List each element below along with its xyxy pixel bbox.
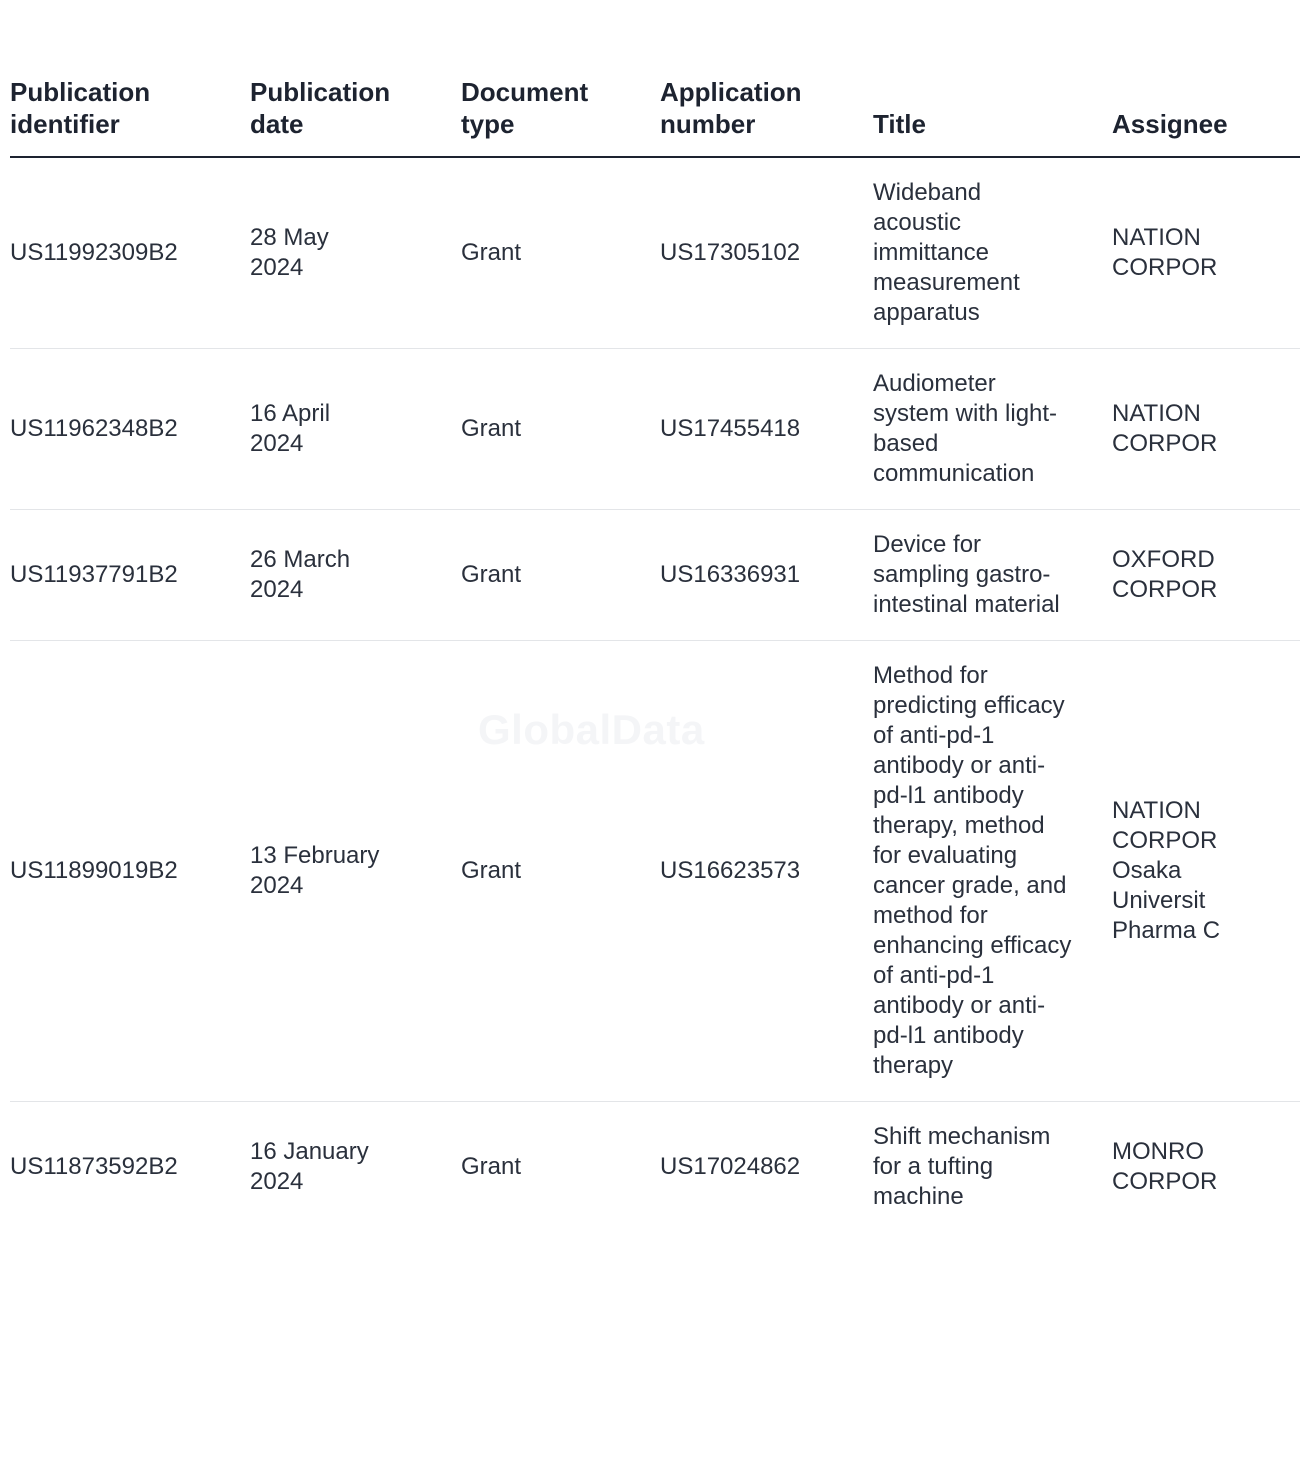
assignee-line: NATION [1112,224,1201,251]
date-year: 2024 [250,430,304,457]
cell-publication-date [250,510,461,641]
cell-title: Audiometer system with light-based communication [873,349,1112,510]
cell-assignee [1112,349,1300,510]
table-row [10,641,1300,1102]
cell-application-number: US16623573 [660,641,873,1102]
cell-application-number: US17455418 [660,349,873,510]
table-header-row [10,76,1300,157]
cell-publication-date [250,157,461,349]
cell-title: Method for predicting efficacy of anti-pd-1 antibody or anti-pd-l1 antibody therapy, method for evaluating cancer grade, and method for enhancing efficacy of anti-pd-1 antibody or anti-pd-l1 antibody therapy [873,641,1112,1102]
cell-title: Device for sampling gastro-intestinal material [873,510,1112,641]
assignee-line: MONRO [1112,1138,1204,1165]
date-day-month: 13 February [250,842,380,869]
patents-table-container [10,76,1228,1232]
table-row [10,1102,1300,1233]
date-year: 2024 [250,1168,304,1195]
assignee-line: CORPOR [1112,254,1218,281]
watermark-logo: GlobalData [478,706,705,753]
cell-publication-identifier: US11899019B2 [10,641,250,1102]
cell-document-type: Grant [461,641,660,1102]
assignee-line: Pharma C [1112,917,1221,944]
header-publication-identifier [10,76,250,157]
cell-publication-identifier: US11992309B2 [10,157,250,349]
cell-assignee [1112,510,1300,641]
table-row [10,349,1300,510]
cell-application-number: US16336931 [660,510,873,641]
cell-publication-identifier: US11937791B2 [10,510,250,641]
cell-title: Shift mechanism for a tufting machine [873,1123,1051,1210]
header-application-number-label: Application number [660,77,802,139]
assignee-line: OXFORD [1112,546,1215,573]
cell-document-type: Grant [461,1153,522,1180]
cell-document-type: Grant [461,349,660,510]
assignee-line: CORPOR [1112,430,1218,457]
cell-publication-identifier: US11873592B2 [10,1153,178,1180]
header-publication-date-label: Publication date [250,77,391,139]
cell-application-number: US17305102 [660,157,873,349]
date-day-month: 26 March [250,546,351,573]
header-publication-date [250,76,461,157]
header-publication-identifier-label: Publication identifier [10,77,151,139]
assignee-line: CORPOR [1112,827,1218,854]
cell-document-type: Grant [461,157,660,349]
cell-assignee [1112,641,1300,1102]
date-day-month: 16 January [250,1138,369,1165]
cell-assignee [1112,157,1300,349]
date-year: 2024 [250,872,304,899]
assignee-line: NATION [1112,400,1201,427]
cell-assignee [1112,1102,1300,1233]
cell-publication-date [250,349,461,510]
assignee-line: CORPOR [1112,1168,1218,1195]
assignee-line: Universit [1112,887,1206,914]
table-row [10,510,1300,641]
header-assignee: Assignee [1112,76,1300,157]
date-year: 2024 [250,254,304,281]
cell-publication-identifier: US11962348B2 [10,349,250,510]
assignee-line: CORPOR [1112,576,1218,603]
patents-table [10,76,1300,1232]
assignee-line: Osaka [1112,857,1182,884]
assignee-line: NATION [1112,797,1201,824]
header-application-number [660,76,873,157]
header-title: Title [873,76,1112,157]
header-document-type-label: Document type [461,77,589,139]
date-day-month: 28 May [250,224,329,251]
table-row [10,157,1300,349]
cell-publication-date [250,641,461,1102]
date-year: 2024 [250,576,304,603]
cell-title: Wideband acoustic immittance measurement apparatus [873,157,1112,349]
cell-publication-date [250,1102,461,1233]
header-document-type [461,76,660,157]
cell-application-number: US17024862 [660,1153,801,1180]
date-day-month: 16 April [250,400,331,427]
cell-document-type: Grant [461,510,660,641]
